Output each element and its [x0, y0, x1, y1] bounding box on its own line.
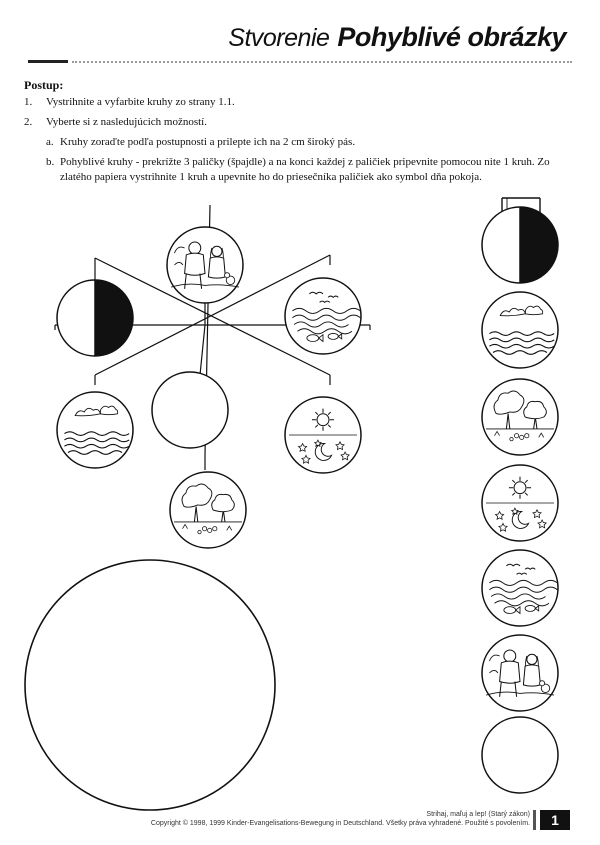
instructions-heading: Postup: [24, 78, 64, 92]
strip-circle-trees [482, 379, 558, 455]
option-letter: b. [46, 156, 55, 168]
step-text: Vyberte si z nasledujúcich možností. [46, 116, 207, 128]
gold-circle-large [25, 560, 275, 810]
strip-circle-sun-moon [482, 465, 558, 541]
mobile-circle-trees [170, 472, 246, 548]
mobile-circle-blank [152, 372, 228, 448]
page-number-bar [533, 810, 536, 830]
mobile-circle-water [57, 392, 133, 468]
step-number: 1. [24, 96, 33, 108]
mobile-circle-day-night [57, 280, 133, 356]
strip-circle-birds-fish [482, 550, 558, 626]
title-light: Stvorenie [228, 24, 330, 52]
step-text: Vystrihnite a vyfarbite kruhy zo strany 1.1. [46, 96, 235, 108]
mobile-circle-birds-fish [285, 278, 361, 354]
page-number: 1 [540, 810, 570, 830]
strip-circle-adam-eve [482, 635, 558, 711]
option-text: Pohyblivé kruhy - prekrížte 3 paličky (špajdle) a na konci každej z paličiek pripevnite pomocou nite 1 kruh. Zo zlatého papiera vystrihnite 1 kruh a upevnite ho do priesečníka paličiek ako symbol dňa pokoja. [60, 156, 550, 183]
strip-circle-blank [482, 717, 558, 793]
footer-line-2: Copyright © 1998, 1999 Kinder-Evangelisations-Bewegung in Deutschland. Všetky práva vyhradené. Použité s povolením. [150, 820, 530, 827]
title-bold: Pohyblivé obrázky [337, 22, 566, 52]
step-number: 2. [24, 116, 33, 128]
footer-line-1: Strihaj, maľuj a lep! (Starý zákon) [426, 811, 530, 818]
mobile-circle-sun-moon [285, 397, 361, 473]
footer-copyright [151, 810, 530, 828]
option-text: Kruhy zoraďte podľa postupnosti a prilepte ich na 2 cm široký pás. [60, 136, 356, 148]
strip-circle-day-night [482, 207, 558, 283]
option-letter: a. [46, 136, 54, 148]
strip-circle-water [482, 292, 558, 368]
mobile-circle-adam-eve [167, 227, 243, 303]
